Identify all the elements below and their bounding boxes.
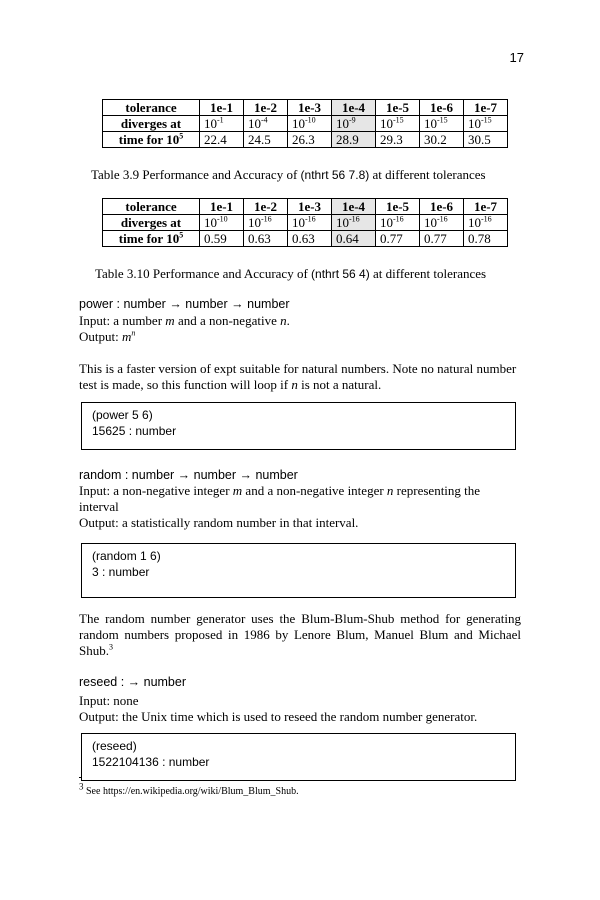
tolerance-cell: 1e-1 [200, 199, 244, 215]
caption-expression: (nthrt 56 7.8) [300, 168, 370, 182]
performance-table-3-9 [102, 99, 508, 148]
row-label: time for $10^5$ [103, 132, 200, 148]
time-cell: 0.78 [464, 231, 508, 247]
example-input: (power 5 6) [92, 408, 153, 422]
row-label: time for $10^5$ [103, 231, 200, 247]
header-row [103, 199, 508, 215]
row-label: diverges at [103, 116, 200, 132]
random-output: Output: a statistically random number in that interval. [79, 515, 359, 530]
diverges-cell: $10^{-16}$ [332, 215, 376, 231]
power-output: Output: $m^n$ [79, 328, 136, 344]
time-cell: 0.63 [288, 231, 332, 247]
power-input: Input: a number m and a non-negative n. [79, 313, 290, 328]
table-caption-3-10 [95, 266, 486, 282]
diverges-cell: $10^{-15}$ [420, 116, 464, 132]
diverges-cell: $10^{-15}$ [376, 116, 420, 132]
time-cell: 0.64 [332, 231, 376, 247]
tolerance-cell: 1e-4 [332, 199, 376, 215]
diverges-cell: $10^{-16}$ [420, 215, 464, 231]
performance-table-3-10 [102, 198, 508, 247]
power-description: This is a faster version of expt suitable for natural numbers. Note no natural number test is made, so this function will loop if n is not a natural. [79, 361, 517, 392]
example-output: 3 : number [92, 565, 150, 579]
caption-suffix: at different tolerances [369, 167, 486, 182]
row-label: tolerance [103, 199, 200, 215]
time-cell: 24.5 [244, 132, 288, 148]
caption-prefix: Table 3.10 Performance and Accuracy of [95, 266, 312, 281]
reseed-signature: reseed : → number [79, 675, 186, 689]
random-signature: random : number → number → number [79, 468, 298, 482]
time-cell: 0.77 [376, 231, 420, 247]
time-cell: 22.4 [200, 132, 244, 148]
caption-suffix: at different tolerances [369, 266, 487, 281]
caption-prefix: Table 3.9 Performance and Accuracy of [91, 167, 301, 182]
tolerance-cell: 1e-6 [420, 100, 464, 116]
example-output: 15625 : number [92, 424, 177, 438]
tolerance-cell: 1e-4 [332, 100, 376, 116]
random-generator-description: The random number generator uses the Blum-Blum-Shub method for generating random numbers proposed in 1986 by Lenore Blum, Manuel Blum and Michael Shub.$^3$ [79, 611, 521, 658]
tolerance-cell: 1e-1 [200, 100, 244, 116]
row-label: tolerance [103, 100, 200, 116]
reseed-output: Output: the Unix time which is used to reseed the random number generator. [79, 709, 478, 724]
diverges-cell: $10^{-16}$ [244, 215, 288, 231]
time-row [103, 231, 508, 247]
time-cell: 30.2 [420, 132, 464, 148]
example-input: (reseed) [92, 739, 137, 753]
tolerance-cell: 1e-3 [288, 100, 332, 116]
diverges-cell: $10^{-16}$ [288, 215, 332, 231]
time-row [103, 132, 508, 148]
diverges-cell: $10^{-9}$ [332, 116, 376, 132]
example-output: 1522104136 : number [92, 755, 210, 769]
diverges-cell: $10^{-15}$ [464, 116, 508, 132]
header-row [103, 100, 508, 116]
diverges-cell: $10^{-1}$ [200, 116, 244, 132]
time-cell: 29.3 [376, 132, 420, 148]
random-input: Input: a non-negative integer m and a non-negative integer n representing the interval [79, 483, 481, 514]
diverges-cell: $10^{-10}$ [288, 116, 332, 132]
power-example-box [81, 402, 516, 450]
reseed-input: Input: none [79, 693, 139, 708]
caption-expression: (nthrt 56 4) [311, 267, 370, 281]
tolerance-cell: 1e-5 [376, 199, 420, 215]
tolerance-cell: 1e-3 [288, 199, 332, 215]
tolerance-cell: 1e-6 [420, 199, 464, 215]
diverges-cell: $10^{-4}$ [244, 116, 288, 132]
time-cell: 0.63 [244, 231, 288, 247]
time-cell: 28.9 [332, 132, 376, 148]
time-cell: 30.5 [464, 132, 508, 148]
footnote-separator [79, 777, 81, 778]
diverges-cell: $10^{-16}$ [464, 215, 508, 231]
diverges-row [103, 116, 508, 132]
tolerance-cell: 1e-7 [464, 199, 508, 215]
diverges-row [103, 215, 508, 231]
random-example-box [81, 543, 516, 598]
table-caption-3-9 [91, 167, 486, 183]
tolerance-cell: 1e-2 [244, 199, 288, 215]
footnote: 3 See https://en.wikipedia.org/wiki/Blum_Blum_Shub. [79, 781, 299, 797]
tolerance-cell: 1e-7 [464, 100, 508, 116]
example-input: (random 1 6) [92, 549, 161, 563]
row-label: diverges at [103, 215, 200, 231]
time-cell: 26.3 [288, 132, 332, 148]
tolerance-cell: 1e-2 [244, 100, 288, 116]
power-signature: power : number → number → number [79, 297, 290, 311]
page-number: 17 [509, 50, 524, 65]
time-cell: 0.77 [420, 231, 464, 247]
diverges-cell: $10^{-10}$ [200, 215, 244, 231]
time-cell: 0.59 [200, 231, 244, 247]
reseed-example-box [81, 733, 516, 781]
tolerance-cell: 1e-5 [376, 100, 420, 116]
footnote-reference: 3 [108, 642, 113, 652]
diverges-cell: $10^{-16}$ [376, 215, 420, 231]
